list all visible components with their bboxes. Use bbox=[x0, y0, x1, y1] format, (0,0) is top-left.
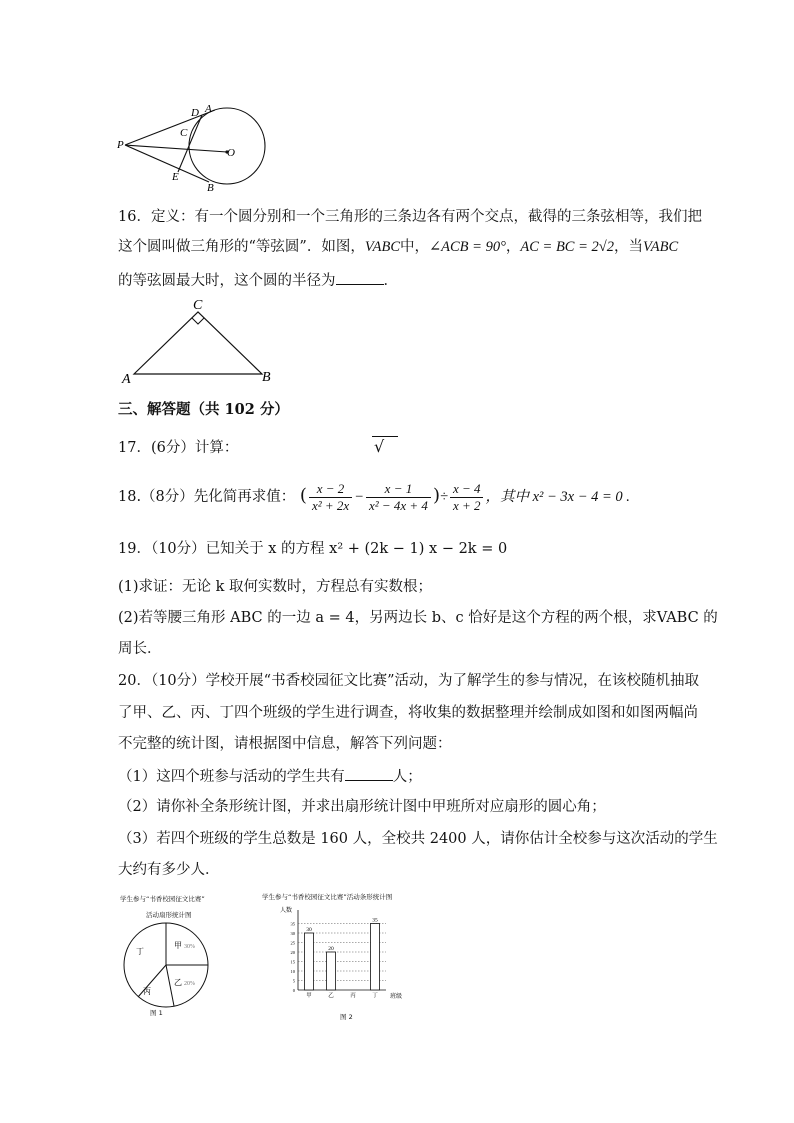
q16-line1: 16．定义：有一个圆分别和一个三角形的三条边各有两个交点，截得的三条弦相等，我们把 bbox=[118, 209, 702, 225]
vertex-c: C bbox=[193, 298, 203, 313]
q16-line3: 的等弦圆最大时，这个圆的半径为 ． bbox=[118, 270, 398, 291]
q19-part1: (1)求证：无论 k 取何实数时，方程总有实数根； bbox=[118, 579, 433, 595]
label-a: A bbox=[205, 103, 212, 115]
q20-sub3: （3）若四个班级的学生总数是 160 人，全校共 2400 人，请你估计全校参与这次活动的学生 bbox=[118, 831, 718, 847]
q20-line2: 了甲、乙、丙、丁四个班级的学生进行调查，将收集的数据整理并绘制成如图和如图两幅尚 bbox=[118, 705, 698, 721]
answer-blank-2 bbox=[345, 766, 393, 781]
q20-sub2: （2）请你补全条形统计图，并求出扇形统计图中甲班所对应扇形的圆心角； bbox=[118, 799, 606, 815]
pie-bing: 丙 bbox=[143, 987, 151, 996]
label-p: P bbox=[117, 139, 124, 151]
y-tick-label: 20 bbox=[290, 950, 295, 955]
pie-jia: 甲 bbox=[174, 941, 182, 950]
fraction-1: $\frac{x - 2}{\text{x² + 2x}}$ bbox=[309, 481, 352, 514]
data-label: 30 bbox=[306, 927, 312, 933]
fraction-3: $\frac{x - 4}{x + 2}$ bbox=[450, 481, 484, 514]
y-tick-label: 0 bbox=[292, 988, 295, 993]
pie-chart bbox=[118, 920, 218, 1015]
q18: 18.（8分）先化简再求值： ( $\frac{x - 2}{\text{x² + 2x}}$ − $\frac{x - 1}{\text{x² − 4x + 4}}$ )÷ $\frac{x - 4}{x + 2}$ ，其中 x² − 3x − 4 = 0 . bbox=[118, 480, 630, 513]
fig2-caption: 图 2 bbox=[340, 1013, 353, 1021]
pie-yi-pct: 20% bbox=[184, 981, 195, 987]
right-triangle-figure bbox=[118, 295, 278, 387]
q20-line1: 20．（10分）学校开展“书香校园征文比赛”活动，为了解学生的参与情况，在该校随机抽取 bbox=[118, 673, 699, 689]
circle-tangent-figure bbox=[115, 100, 275, 195]
pie-jia-pct: 30% bbox=[184, 944, 195, 950]
q17: 17．(6分）计算： bbox=[118, 440, 239, 456]
label-o: O bbox=[227, 147, 235, 159]
x-tick-label: 丙 bbox=[350, 993, 356, 999]
sides-expression: AC = BC = 2√2 bbox=[520, 239, 614, 255]
q20-sub3-cont: 大约有多少人． bbox=[118, 862, 220, 878]
bar bbox=[327, 952, 336, 990]
condition: ，其中 x² − 3x − 4 = 0 . bbox=[485, 489, 630, 505]
pie-ding: 丁 bbox=[136, 947, 144, 956]
label-e: E bbox=[172, 171, 179, 183]
x-tick-label: 丁 bbox=[372, 993, 378, 999]
q20-line3: 不完整的统计图，请根据图中信息，解答下列问题： bbox=[118, 736, 452, 752]
label-b: B bbox=[207, 182, 214, 194]
pie-title-2: 活动扇形统计图 bbox=[146, 911, 192, 919]
data-label: 20 bbox=[328, 946, 334, 952]
y-tick-label: 5 bbox=[292, 978, 295, 984]
y-tick-label: 10 bbox=[290, 969, 295, 974]
answer-blank bbox=[336, 270, 384, 285]
y-tick-label: 30 bbox=[290, 931, 295, 936]
label-d: D bbox=[191, 107, 199, 119]
sqrt-symbol: √ bbox=[372, 436, 398, 457]
q19-part2: (2)若等腰三角形 ABC 的一边 a = 4，另两边长 b、c 恰好是这个方程的两个根，求VABC 的 bbox=[118, 610, 718, 626]
q19-part2-cont: 周长． bbox=[118, 641, 162, 657]
q20-sub1: （1）这四个班参与活动的学生共有 人； bbox=[118, 766, 422, 787]
fig1-caption: 图 1 bbox=[150, 1009, 163, 1017]
fraction-2: $\frac{x - 1}{\text{x² − 4x + 4}}$ bbox=[366, 481, 431, 514]
q19-stem: 19．（10分）已知关于 x 的方程 x² + (2k − 1) x − 2k = 0 bbox=[118, 541, 508, 557]
triangle-symbol: VABC bbox=[364, 239, 400, 255]
q16-line2: 这个圆叫做三角形的“等弦圆”．如图，VABC中，∠ACB = 90°，AC = BC = 2√2，当VABC bbox=[118, 239, 679, 255]
y-tick-label: 15 bbox=[290, 959, 295, 965]
vertex-a: A bbox=[122, 372, 131, 387]
bar bbox=[371, 924, 380, 991]
pie-yi: 乙 bbox=[174, 978, 182, 987]
angle-expression: ∠ACB = 90° bbox=[429, 239, 506, 255]
vertex-b: B bbox=[262, 370, 271, 385]
bar-title: 学生参与“书香校园征文比赛”活动条形统计图 bbox=[262, 893, 393, 901]
y-tick-label: 25 bbox=[290, 940, 295, 946]
x-axis-label: 班级 bbox=[390, 994, 403, 1000]
section-heading: 三、解答题（共 102 分） bbox=[118, 401, 289, 418]
pie-title-1: 学生参与“书香校园征文比赛” bbox=[120, 895, 205, 903]
y-tick-label: 35 bbox=[290, 921, 295, 927]
x-tick-label: 乙 bbox=[328, 993, 334, 999]
bar bbox=[305, 933, 314, 990]
y-axis-label: 人数 bbox=[280, 908, 293, 914]
label-c: C bbox=[180, 127, 188, 139]
x-tick-label: 甲 bbox=[306, 993, 312, 999]
data-label: 35 bbox=[372, 917, 378, 924]
bar-chart bbox=[276, 900, 416, 1005]
